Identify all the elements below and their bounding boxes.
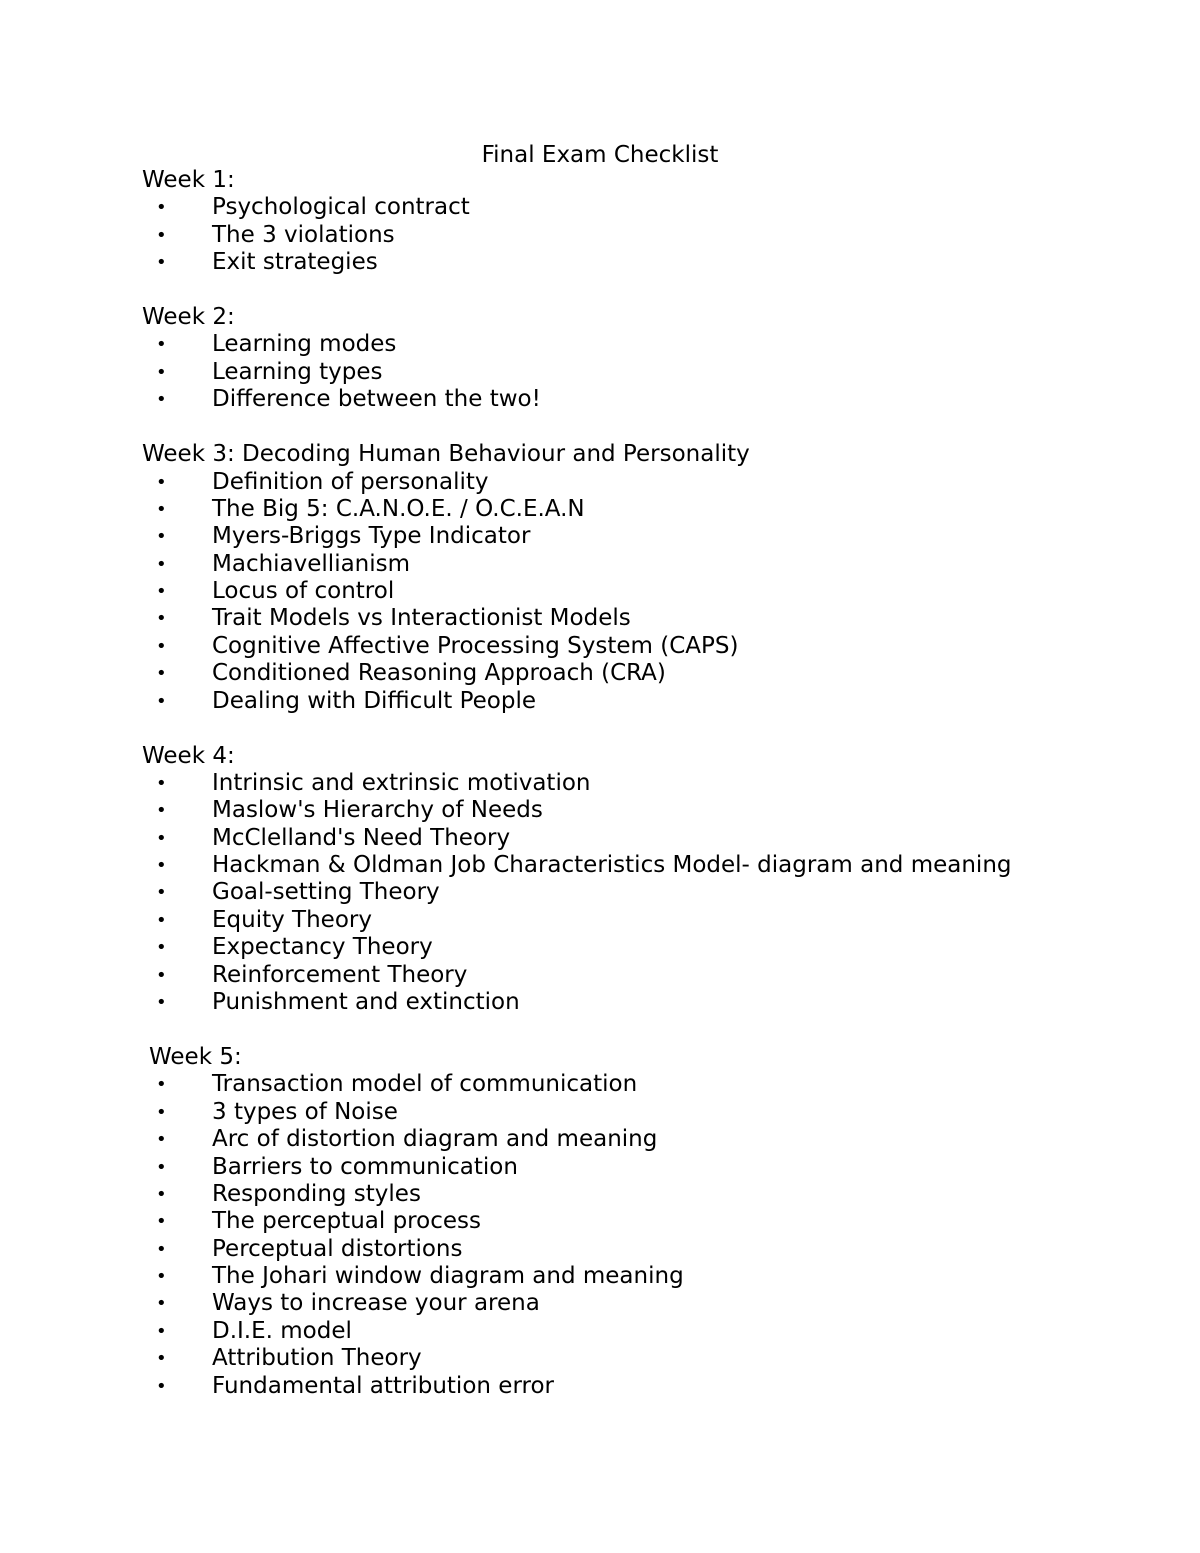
- section-week-4: [142, 743, 1142, 1017]
- list-item: [142, 879, 1142, 906]
- list-item-text: Ways to increase your arena: [212, 1290, 540, 1317]
- list-item: [142, 551, 1142, 578]
- bullet-icon: •: [156, 1183, 167, 1205]
- bullet-icon: •: [156, 690, 167, 712]
- list-item: [142, 1208, 1142, 1235]
- list-item: [142, 496, 1142, 523]
- list-item-text: The 3 violations: [212, 221, 395, 248]
- list-item: [142, 907, 1142, 934]
- list-item-text: Hackman & Oldman Job Characteristics Model- diagram and meaning: [212, 852, 1012, 879]
- list-item-text: Responding styles: [212, 1180, 421, 1207]
- bullet-icon: •: [156, 553, 167, 575]
- bullet-icon: •: [156, 197, 167, 219]
- bullet-icon: •: [156, 1266, 167, 1288]
- section-heading: Week 2:: [142, 304, 235, 331]
- list-item-text: Difference between the two!: [212, 386, 541, 413]
- bullet-icon: •: [156, 1156, 167, 1178]
- list-item-text: Expectancy Theory: [212, 934, 433, 961]
- list-item: [142, 825, 1142, 852]
- bullet-icon: •: [156, 1320, 167, 1342]
- bullet-icon: •: [156, 361, 167, 383]
- list-item-text: Barriers to communication: [212, 1153, 518, 1180]
- list-item: [142, 1154, 1142, 1181]
- bullet-icon: •: [156, 909, 167, 931]
- list-item-text: Transaction model of communication: [212, 1071, 638, 1098]
- list-item: [142, 660, 1142, 687]
- section-week-5: [142, 1044, 1142, 1400]
- section-week-2: [142, 304, 1142, 414]
- list-item-text: Psychological contract: [212, 194, 470, 221]
- bullet-icon: •: [156, 1293, 167, 1315]
- bullet-icon: •: [156, 827, 167, 849]
- list-item-text: Intrinsic and extrinsic motivation: [212, 769, 591, 796]
- checklist-content: [142, 167, 1142, 1428]
- list-item: [142, 1071, 1142, 1098]
- list-item-text: The Big 5: C.A.N.O.E. / O.C.E.A.N: [212, 495, 585, 522]
- list-item: [142, 469, 1142, 496]
- list-item: [142, 934, 1142, 961]
- bullet-icon: •: [156, 526, 167, 548]
- list-item: [142, 359, 1142, 386]
- list-item: [142, 386, 1142, 413]
- list-item: [142, 989, 1142, 1016]
- list-item: [142, 1290, 1142, 1317]
- list-item: [142, 1126, 1142, 1153]
- bullet-icon: •: [156, 224, 167, 246]
- list-item: [142, 194, 1142, 221]
- list-item-text: Goal-setting Theory: [212, 879, 440, 906]
- bullet-icon: •: [156, 1074, 167, 1096]
- list-item-text: Fundamental attribution error: [212, 1372, 554, 1399]
- section-heading: Week 4:: [142, 742, 235, 769]
- list-item-text: Punishment and extinction: [212, 989, 520, 1016]
- list-item: [142, 962, 1142, 989]
- list-item-text: Locus of control: [212, 578, 395, 605]
- list-item: [142, 770, 1142, 797]
- list-item-text: Equity Theory: [212, 906, 372, 933]
- bullet-icon: •: [156, 389, 167, 411]
- bullet-icon: •: [156, 334, 167, 356]
- section-heading: Week 5:: [149, 1043, 242, 1070]
- checklist-items: [142, 770, 1142, 1017]
- list-item: [142, 852, 1142, 879]
- list-item: [142, 578, 1142, 605]
- list-item: [142, 331, 1142, 358]
- list-item: [142, 1345, 1142, 1372]
- bullet-icon: •: [156, 882, 167, 904]
- list-item-text: Learning modes: [212, 331, 397, 358]
- list-item-text: Dealing with Difficult People: [212, 687, 537, 714]
- list-item-text: Maslow's Hierarchy of Needs: [212, 797, 543, 824]
- bullet-icon: •: [156, 581, 167, 603]
- checklist-items: [142, 331, 1142, 413]
- bullet-icon: •: [156, 1348, 167, 1370]
- list-item-text: Perceptual distortions: [212, 1235, 463, 1262]
- list-item-text: Trait Models vs Interactionist Models: [212, 605, 631, 632]
- bullet-icon: •: [156, 1129, 167, 1151]
- section-heading: Week 3: Decoding Human Behaviour and Personality: [142, 441, 750, 468]
- list-item-text: Attribution Theory: [212, 1345, 422, 1372]
- bullet-icon: •: [156, 1101, 167, 1123]
- section-heading: Week 1:: [142, 167, 235, 193]
- list-item-text: Reinforcement Theory: [212, 961, 468, 988]
- bullet-icon: •: [156, 800, 167, 822]
- bullet-icon: •: [156, 1375, 167, 1397]
- list-item: [142, 605, 1142, 632]
- bullet-icon: •: [156, 1238, 167, 1260]
- document-title: Final Exam Checklist: [481, 142, 719, 168]
- bullet-icon: •: [156, 663, 167, 685]
- checklist-items: [142, 1071, 1142, 1400]
- list-item-text: Exit strategies: [212, 249, 378, 276]
- bullet-icon: •: [156, 1211, 167, 1233]
- list-item-text: Machiavellianism: [212, 550, 411, 577]
- list-item: [142, 633, 1142, 660]
- list-item-text: Myers-Briggs Type Indicator: [212, 523, 531, 550]
- list-item: [142, 222, 1142, 249]
- list-item: [142, 1373, 1142, 1400]
- list-item: [142, 1318, 1142, 1345]
- list-item: [142, 1236, 1142, 1263]
- list-item: [142, 1181, 1142, 1208]
- list-item-text: McClelland's Need Theory: [212, 824, 511, 851]
- list-item-text: Learning types: [212, 358, 383, 385]
- list-item-text: Cognitive Affective Processing System (CAPS): [212, 632, 739, 659]
- list-item: [142, 688, 1142, 715]
- bullet-icon: •: [156, 498, 167, 520]
- bullet-icon: •: [156, 937, 167, 959]
- bullet-icon: •: [156, 635, 167, 657]
- bullet-icon: •: [156, 471, 167, 493]
- bullet-icon: •: [156, 608, 167, 630]
- list-item: [142, 1099, 1142, 1126]
- checklist-items: [142, 194, 1142, 276]
- bullet-icon: •: [156, 855, 167, 877]
- list-item-text: 3 types of Noise: [212, 1098, 398, 1125]
- list-item: [142, 797, 1142, 824]
- checklist-items: [142, 469, 1142, 716]
- section-week-3: [142, 441, 1142, 715]
- list-item: [142, 1263, 1142, 1290]
- list-item: [142, 523, 1142, 550]
- bullet-icon: •: [156, 964, 167, 986]
- bullet-icon: •: [156, 772, 167, 794]
- bullet-icon: •: [156, 252, 167, 274]
- list-item: [142, 249, 1142, 276]
- bullet-icon: •: [156, 992, 167, 1014]
- list-item-text: Conditioned Reasoning Approach (CRA): [212, 660, 666, 687]
- list-item-text: D.I.E. model: [212, 1317, 352, 1344]
- section-week-1: [142, 167, 1142, 277]
- list-item-text: Definition of personality: [212, 468, 489, 495]
- list-item-text: The Johari window diagram and meaning: [212, 1263, 684, 1290]
- list-item-text: The perceptual process: [212, 1208, 481, 1235]
- list-item-text: Arc of distortion diagram and meaning: [212, 1126, 658, 1153]
